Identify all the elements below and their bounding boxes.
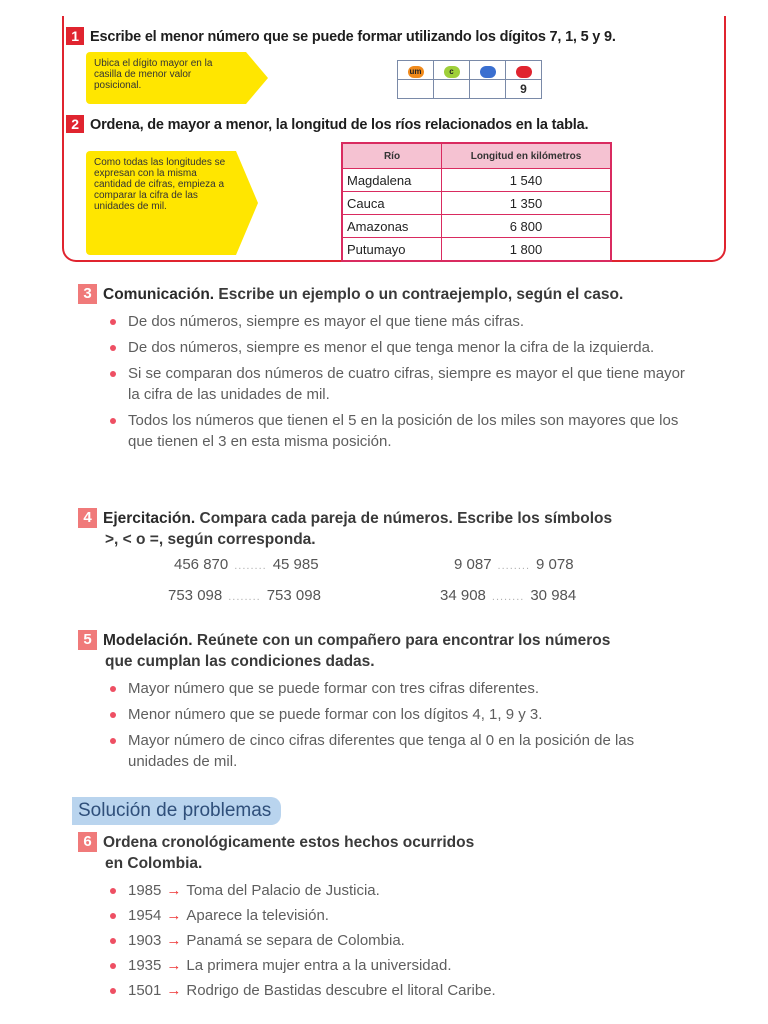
section-label: Comunicación. bbox=[103, 286, 215, 303]
list-item bbox=[108, 980, 698, 1001]
answer-cell[interactable] bbox=[434, 80, 470, 99]
column-header: Longitud en kilómetros bbox=[442, 143, 612, 169]
table-row bbox=[342, 192, 611, 215]
answer-blank[interactable]: ........ bbox=[497, 560, 530, 572]
column-header: Río bbox=[342, 143, 442, 169]
section-label: Modelación. bbox=[103, 632, 193, 649]
bullet-list bbox=[78, 678, 698, 772]
event-text: Aparece la televisión. bbox=[186, 907, 329, 924]
event-text: Toma del Palacio de Justicia. bbox=[186, 882, 380, 899]
list-item: Todos los números que tienen el 5 en la posición de los miles son mayores que los que tienen el 3 en esta misma posición. bbox=[108, 410, 698, 452]
event-year: 1903 bbox=[128, 932, 162, 949]
place-label: u bbox=[516, 66, 532, 78]
comparison-pair bbox=[168, 587, 321, 604]
question-2 bbox=[66, 115, 588, 133]
place-label: um bbox=[409, 66, 422, 76]
answer-blank[interactable]: ........ bbox=[491, 591, 525, 603]
arrow-icon: → bbox=[166, 882, 182, 899]
header-cell-d bbox=[470, 61, 506, 80]
number-b: 753 098 bbox=[266, 587, 321, 604]
river-name: Putumayo bbox=[342, 238, 442, 262]
table-row bbox=[342, 238, 611, 262]
section-instruction: Compara cada pareja de números. Escribe los símbolos bbox=[199, 510, 613, 527]
event-text: Panamá se separa de Colombia. bbox=[186, 932, 405, 949]
table-row bbox=[342, 169, 611, 192]
section-title bbox=[78, 630, 698, 651]
comparison-pair bbox=[174, 556, 319, 573]
number-a: 34 908 bbox=[440, 587, 486, 604]
list-item: Menor número que se puede formar con los dígitos 4, 1, 9 y 3. bbox=[108, 704, 698, 725]
question-number: 1 bbox=[66, 27, 84, 45]
number-a: 753 098 bbox=[168, 587, 223, 604]
number-a: 9 087 bbox=[454, 556, 492, 573]
list-item bbox=[108, 955, 698, 976]
arrow-icon: → bbox=[166, 957, 182, 974]
instruction-line-2: en Colombia. bbox=[105, 855, 203, 872]
event-year: 1954 bbox=[128, 907, 162, 924]
header-cell-um bbox=[398, 61, 434, 80]
question-text: Escribe el menor número que se puede formar utilizando los dígitos 7, 1, 5 y 9. bbox=[90, 29, 616, 45]
section-instruction: Escribe un ejemplo o un contraejemplo, según el caso. bbox=[218, 286, 624, 303]
river-length: 6 800 bbox=[442, 215, 612, 238]
header-cell-u bbox=[506, 61, 542, 80]
section-number: 4 bbox=[78, 508, 97, 528]
comparison-pair bbox=[454, 556, 574, 573]
event-text: Rodrigo de Bastidas descubre el litoral Caribe. bbox=[186, 982, 496, 999]
event-year: 1935 bbox=[128, 957, 162, 974]
question-1 bbox=[66, 27, 616, 45]
section-number: 6 bbox=[78, 832, 97, 852]
arrow-icon: → bbox=[166, 932, 182, 949]
section-instruction: Ordena cronológicamente estos hechos ocurridos bbox=[103, 834, 475, 851]
section-instruction-cont bbox=[78, 529, 698, 550]
section-title bbox=[78, 832, 698, 853]
section-instruction-cont bbox=[78, 853, 698, 874]
answer-blank[interactable]: ........ bbox=[234, 560, 267, 572]
question-number: 2 bbox=[66, 115, 84, 133]
river-name: Cauca bbox=[342, 192, 442, 215]
answer-cell[interactable]: 9 bbox=[506, 80, 542, 99]
table-row bbox=[342, 215, 611, 238]
list-item bbox=[108, 880, 698, 901]
section-instruction-cont bbox=[78, 651, 698, 672]
section-heading-solucion: Solución de problemas bbox=[72, 797, 281, 825]
header-cell-c bbox=[434, 61, 470, 80]
rivers-table bbox=[341, 142, 612, 262]
number-b: 45 985 bbox=[272, 556, 319, 573]
answer-blank[interactable]: ........ bbox=[228, 591, 261, 603]
section-number: 5 bbox=[78, 630, 97, 650]
section-instruction: Reúnete con un compañero para encontrar los números bbox=[196, 632, 611, 649]
number-a: 456 870 bbox=[174, 556, 229, 573]
list-item: Mayor número que se puede formar con tres cifras diferentes. bbox=[108, 678, 698, 699]
place-label: d bbox=[480, 66, 496, 78]
section-title bbox=[78, 284, 698, 305]
bullet-list bbox=[78, 311, 698, 452]
river-length: 1 540 bbox=[442, 169, 612, 192]
instruction-line-2: >, < o =, según corresponda. bbox=[105, 531, 316, 548]
section-6 bbox=[78, 832, 698, 1005]
section-number: 3 bbox=[78, 284, 97, 304]
place-label: c bbox=[444, 66, 460, 78]
arrow-icon: → bbox=[166, 982, 182, 999]
list-item: De dos números, siempre es mayor el que tiene más cifras. bbox=[108, 311, 698, 332]
hint-box-2: Como todas las longitudes se expresan con la misma cantidad de cifras, empieza a comparar la cifra de las unidades de mil. bbox=[86, 151, 236, 255]
river-name: Amazonas bbox=[342, 215, 442, 238]
answer-cell[interactable] bbox=[470, 80, 506, 99]
section-5 bbox=[78, 630, 698, 777]
section-3 bbox=[78, 284, 698, 457]
event-year: 1501 bbox=[128, 982, 162, 999]
answer-cell[interactable] bbox=[398, 80, 434, 99]
section-title bbox=[78, 508, 698, 529]
list-item: De dos números, siempre es menor el que tenga menor la cifra de la izquierda. bbox=[108, 337, 698, 358]
number-b: 30 984 bbox=[530, 587, 577, 604]
hint-box-1: Ubica el dígito mayor en la casilla de menor valor posicional. bbox=[86, 52, 246, 104]
event-text: La primera mujer entra a la universidad. bbox=[186, 957, 452, 974]
question-text: Ordena, de mayor a menor, la longitud de los ríos relacionados en la tabla. bbox=[90, 117, 589, 133]
place-value-table bbox=[397, 60, 542, 99]
event-year: 1985 bbox=[128, 882, 162, 899]
list-item: Si se comparan dos números de cuatro cifras, siempre es mayor el que tiene mayor la cifra de las unidades de mil. bbox=[108, 363, 698, 405]
events-list bbox=[78, 880, 698, 1001]
section-4 bbox=[78, 508, 698, 550]
comparison-pair bbox=[440, 587, 576, 604]
instruction-line-2: que cumplan las condiciones dadas. bbox=[105, 653, 375, 670]
river-length: 1 800 bbox=[442, 238, 612, 262]
arrow-icon: → bbox=[166, 907, 182, 924]
river-name: Magdalena bbox=[342, 169, 442, 192]
section-label: Ejercitación. bbox=[103, 510, 196, 527]
list-item bbox=[108, 905, 698, 926]
list-item bbox=[108, 930, 698, 951]
river-length: 1 350 bbox=[442, 192, 612, 215]
number-b: 9 078 bbox=[536, 556, 574, 573]
list-item: Mayor número de cinco cifras diferentes que tenga al 0 en la posición de las unidades de mil. bbox=[108, 730, 698, 772]
